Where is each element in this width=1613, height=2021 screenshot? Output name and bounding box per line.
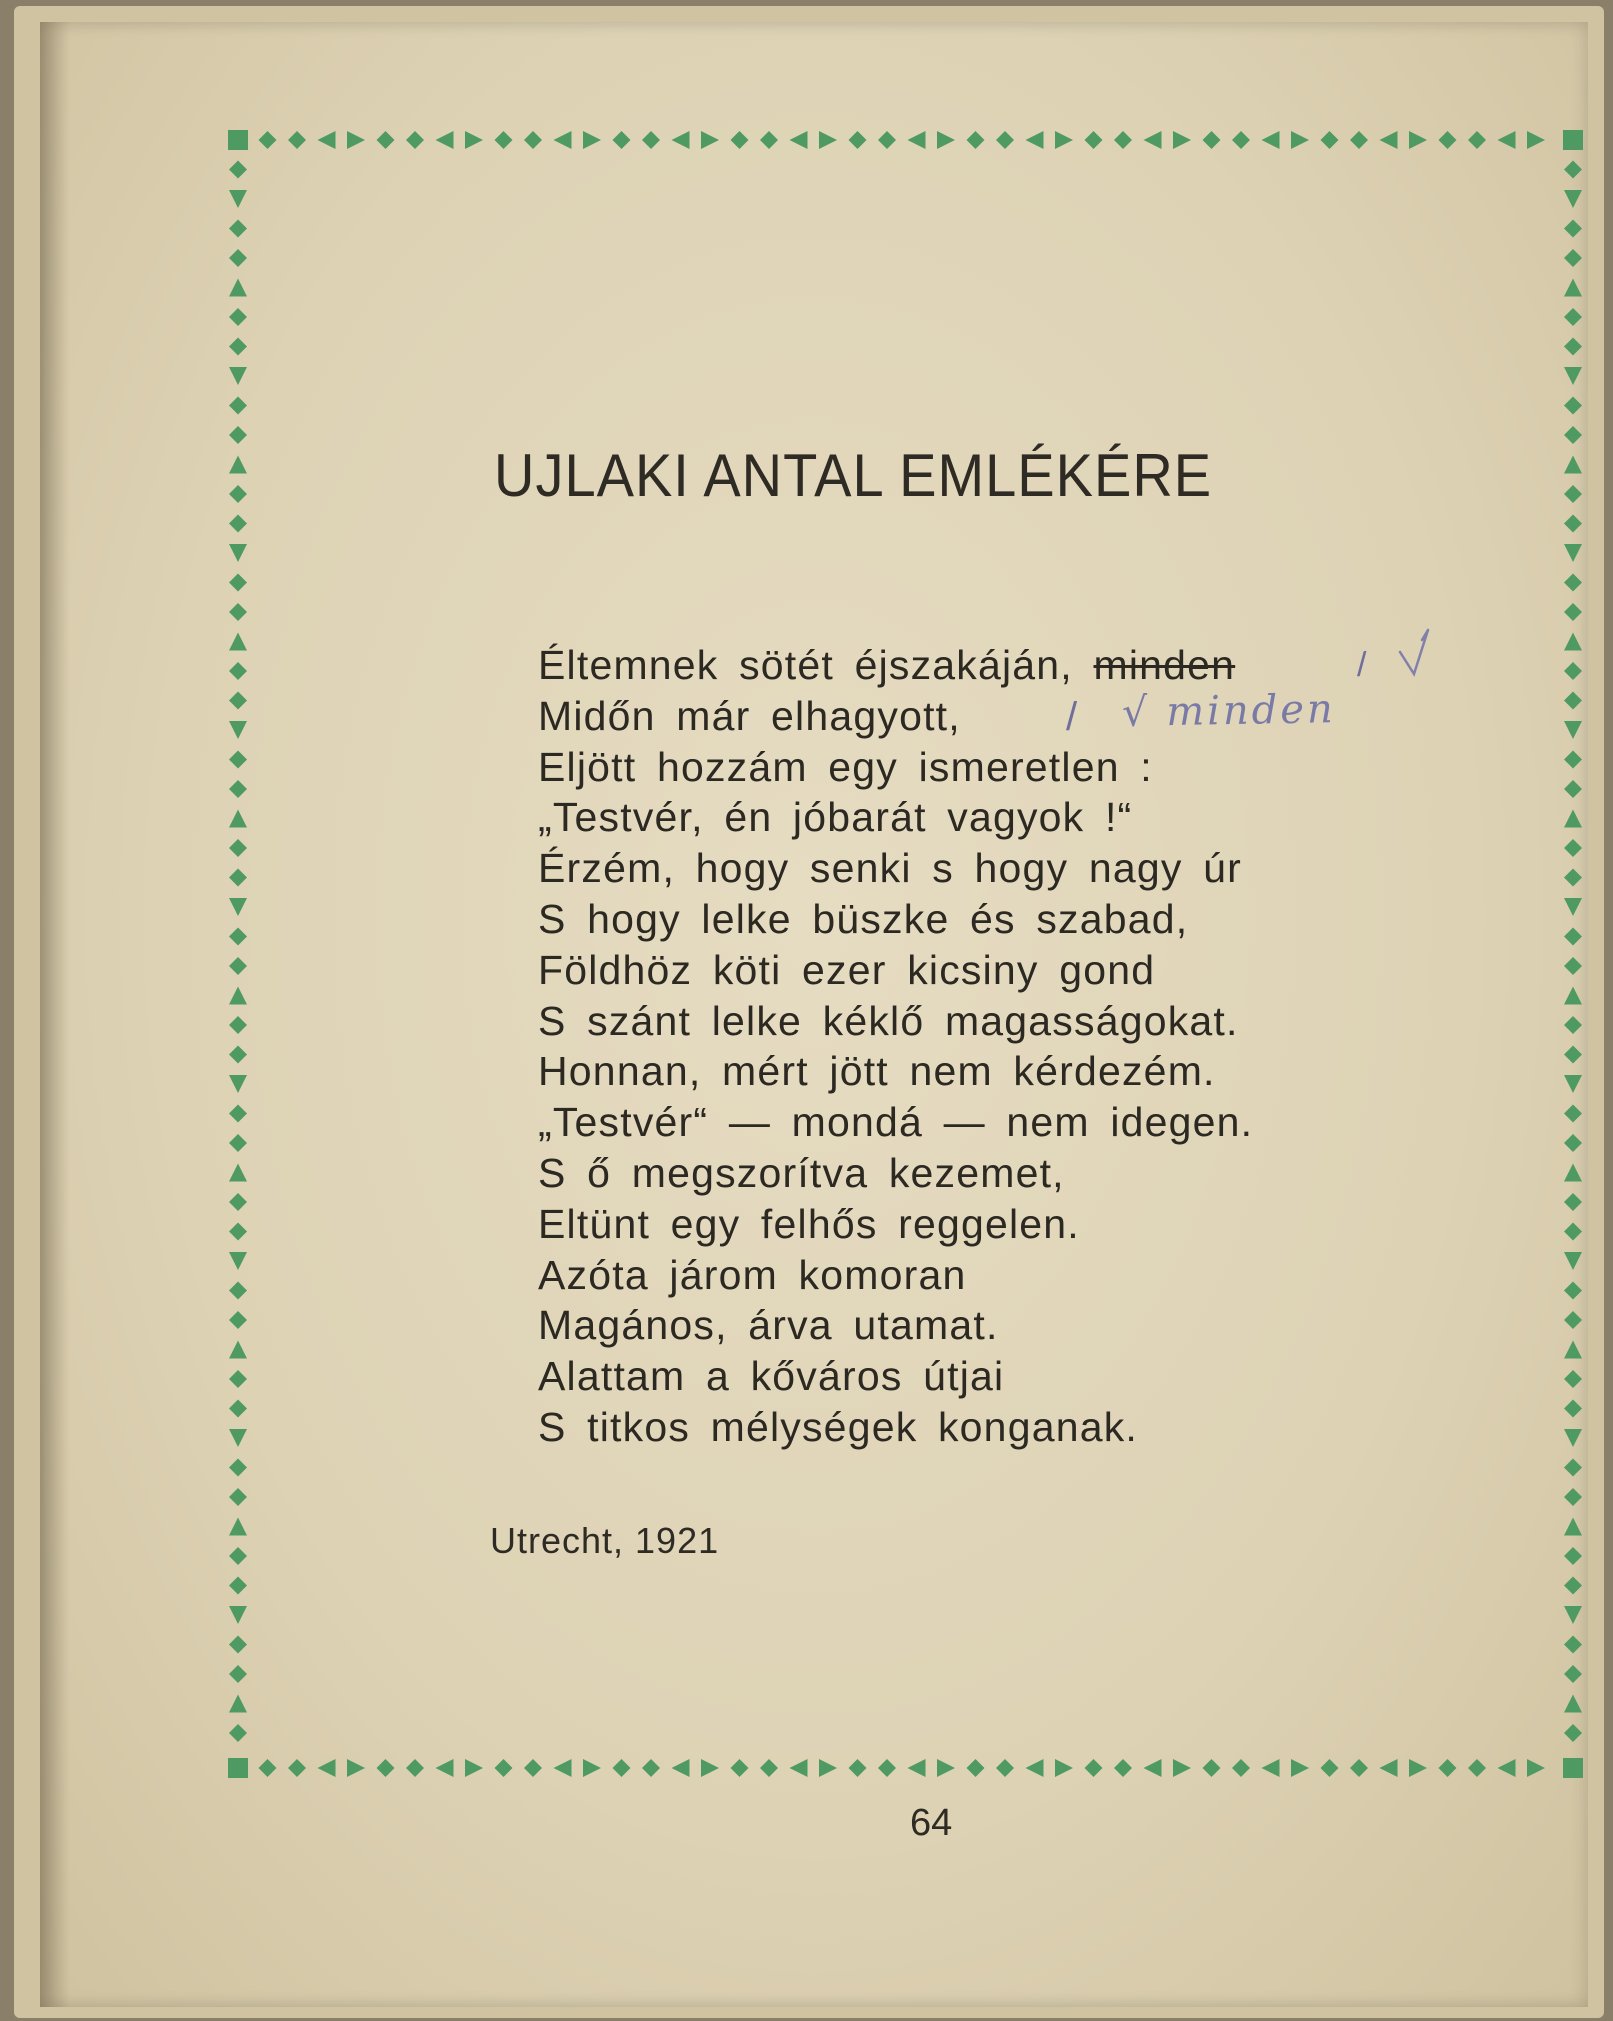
border-diamond [229,338,247,356]
border-diamond [1564,662,1582,680]
border-triangle [1564,279,1582,297]
border-diamond [1468,131,1486,149]
border-diamond [524,131,542,149]
border-diamond [1564,397,1582,415]
border-diamond [259,1759,277,1777]
border-corner-square [1563,1758,1583,1778]
border-diamond [229,1105,247,1123]
border-diamond [967,131,985,149]
border-triangle [1026,131,1044,149]
border-triangle [1144,131,1162,149]
border-triangle [229,810,247,828]
poem-line: S ő megszorítva kezemet, [538,1149,1065,1196]
border-triangle [229,1075,247,1093]
border-diamond [229,1134,247,1152]
border-diamond [731,131,749,149]
border-diamond [1564,1282,1582,1300]
border-diamond [731,1759,749,1777]
border-diamond [1564,1046,1582,1064]
border-diamond [229,1547,247,1565]
border-diamond [229,1400,247,1418]
border-triangle [1409,1759,1427,1777]
border-triangle [1291,1759,1309,1777]
border-diamond [1114,1759,1132,1777]
border-triangle [819,1759,837,1777]
border-diamond [1564,1400,1582,1418]
border-diamond [229,220,247,238]
border-diamond [1350,1759,1368,1777]
border-triangle [229,987,247,1005]
pencil-slash-mark: / [1357,646,1367,684]
poem-line: Éltemnek sötét éjszakáján, minden [538,642,1236,688]
border-triangle [347,131,365,149]
border-triangle [436,1759,454,1777]
border-diamond [1564,692,1582,710]
border-diamond [524,1759,542,1777]
border-triangle [1564,810,1582,828]
border-triangle [229,1164,247,1182]
border-triangle [229,367,247,385]
border-diamond [1350,131,1368,149]
poem-line: S hogy lelke büszke és szabad, [538,895,1189,942]
border-triangle [1291,131,1309,149]
place-and-date: Utrecht, 1921 [490,1520,720,1561]
border-diamond [1321,1759,1339,1777]
border-diamond [406,1759,424,1777]
border-diamond [229,839,247,857]
border-diamond [613,131,631,149]
border-triangle [229,1695,247,1713]
border-diamond [1564,780,1582,798]
border-triangle [1409,131,1427,149]
border-diamond [229,1311,247,1329]
border-diamond [849,131,867,149]
pencil-delete-mark-icon [1392,622,1452,682]
border-diamond [760,131,778,149]
border-diamond [406,131,424,149]
border-triangle [229,1429,247,1447]
border-triangle [908,1759,926,1777]
border-triangle [347,1759,365,1777]
border-diamond [1564,1577,1582,1595]
border-triangle [1380,131,1398,149]
border-diamond [288,131,306,149]
border-diamond [642,1759,660,1777]
border-diamond [1468,1759,1486,1777]
border-diamond [377,131,395,149]
border-diamond [377,1759,395,1777]
border-diamond [1439,1759,1457,1777]
border-diamond [229,397,247,415]
border-diamond [1564,839,1582,857]
border-triangle [229,544,247,562]
border-diamond [495,1759,513,1777]
border-diamond [229,869,247,887]
border-diamond [613,1759,631,1777]
border-diamond [229,662,247,680]
border-diamond [1439,131,1457,149]
poem-line: Eltünt egy felhős reggelen. [538,1200,1080,1247]
border-triangle [465,131,483,149]
border-triangle [1564,1252,1582,1270]
border-triangle [1262,1759,1280,1777]
border-diamond [1203,131,1221,149]
border-diamond [1564,603,1582,621]
border-diamond [878,1759,896,1777]
border-triangle [1173,131,1191,149]
border-diamond [229,1223,247,1241]
pencil-slash-mark: / [1066,695,1078,739]
border-diamond [878,131,896,149]
border-diamond [495,131,513,149]
border-triangle [1173,1759,1191,1777]
border-triangle [229,898,247,916]
border-triangle [701,1759,719,1777]
border-triangle [1564,898,1582,916]
border-diamond [1564,308,1582,326]
border-diamond [967,1759,985,1777]
border-triangle [1564,633,1582,651]
border-triangle [229,1252,247,1270]
border-triangle [1564,1695,1582,1713]
border-diamond [1564,1665,1582,1683]
border-diamond [229,308,247,326]
border-diamond [1564,161,1582,179]
border-triangle [318,1759,336,1777]
handwritten-annotation: √ minden [1121,686,1337,736]
border-triangle [1055,131,1073,149]
border-triangle [229,279,247,297]
border-diamond [1085,1759,1103,1777]
border-diamond [1564,338,1582,356]
border-diamond [229,780,247,798]
border-diamond [996,131,1014,149]
border-triangle [1144,1759,1162,1777]
border-diamond [1564,1311,1582,1329]
border-triangle [819,131,837,149]
border-diamond [996,1759,1014,1777]
border-triangle [1527,131,1545,149]
border-diamond [1564,426,1582,444]
border-diamond [1564,1459,1582,1477]
border-diamond [1564,1105,1582,1123]
border-triangle [1026,1759,1044,1777]
border-triangle [229,721,247,739]
border-diamond [259,131,277,149]
border-diamond [1564,1636,1582,1654]
border-diamond [229,1488,247,1506]
poem-line: S szánt lelke kéklő magasságokat. [538,997,1239,1044]
border-diamond [229,957,247,975]
border-diamond [1564,515,1582,533]
border-diamond [1564,1724,1582,1742]
border-triangle [229,1341,247,1359]
border-triangle [465,1759,483,1777]
border-triangle [229,1518,247,1536]
border-diamond [1564,869,1582,887]
border-corner-square [1563,130,1583,150]
border-diamond [1564,249,1582,267]
border-diamond [229,1046,247,1064]
border-diamond [849,1759,867,1777]
border-diamond [642,131,660,149]
border-triangle [1564,987,1582,1005]
border-diamond [229,1724,247,1742]
border-diamond [1114,131,1132,149]
border-diamond [1232,131,1250,149]
border-diamond [760,1759,778,1777]
border-triangle [583,1759,601,1777]
border-triangle [229,456,247,474]
border-triangle [672,131,690,149]
border-triangle [229,1606,247,1624]
border-diamond [229,1282,247,1300]
border-diamond [1564,751,1582,769]
border-triangle [1564,1518,1582,1536]
border-triangle [908,131,926,149]
border-diamond [229,928,247,946]
border-diamond [1564,1016,1582,1034]
border-triangle [937,131,955,149]
page-number: 64 [910,1802,953,1844]
border-triangle [554,1759,572,1777]
border-corner-square [228,130,248,150]
poem-line: Eljött hozzám egy ismeretlen : [538,743,1153,790]
border-triangle [1564,544,1582,562]
poem-line: Érzém, hogy senki s hogy nagy úr [538,845,1242,892]
poem-line: „Testvér, én jóbarát vagyok !“ [538,794,1133,841]
border-corner-square [228,1758,248,1778]
border-diamond [1203,1759,1221,1777]
border-triangle [790,1759,808,1777]
border-diamond [229,692,247,710]
border-triangle [1527,1759,1545,1777]
border-triangle [1564,1429,1582,1447]
border-triangle [229,633,247,651]
border-diamond [229,1459,247,1477]
poem-line: Földhöz köti ezer kicsiny gond [538,946,1156,993]
border-diamond [229,161,247,179]
border-diamond [1564,1223,1582,1241]
border-diamond [1564,1193,1582,1211]
struck-word: minden [1093,642,1236,688]
border-diamond [1564,1547,1582,1565]
border-diamond [229,1016,247,1034]
border-triangle [229,190,247,208]
poem-title: UJLAKI ANTAL EMLÉKÉRE [494,441,1213,510]
border-diamond [229,1577,247,1595]
border-diamond [229,485,247,503]
border-triangle [1564,1606,1582,1624]
border-diamond [229,574,247,592]
border-diamond [229,1665,247,1683]
border-diamond [229,603,247,621]
border-triangle [790,131,808,149]
border-triangle [1564,456,1582,474]
border-diamond [1564,1370,1582,1388]
border-diamond [1321,131,1339,149]
border-triangle [318,131,336,149]
border-triangle [1564,190,1582,208]
border-diamond [1085,131,1103,149]
border-triangle [672,1759,690,1777]
border-diamond [229,751,247,769]
poem-line: Azóta járom komoran [538,1251,967,1298]
border-diamond [1564,1488,1582,1506]
border-triangle [1564,1341,1582,1359]
border-diamond [1564,220,1582,238]
border-triangle [937,1759,955,1777]
border-triangle [1564,367,1582,385]
border-diamond [1564,928,1582,946]
border-triangle [1055,1759,1073,1777]
border-triangle [1262,131,1280,149]
border-diamond [229,426,247,444]
border-triangle [1498,1759,1516,1777]
border-triangle [1380,1759,1398,1777]
border-diamond [229,249,247,267]
poem-line: Midőn már elhagyott, [538,692,961,739]
border-diamond [1232,1759,1250,1777]
border-diamond [229,1370,247,1388]
border-diamond [288,1759,306,1777]
border-diamond [1564,485,1582,503]
border-triangle [1564,1075,1582,1093]
border-diamond [229,1636,247,1654]
border-triangle [1564,721,1582,739]
border-triangle [554,131,572,149]
border-triangle [436,131,454,149]
border-triangle [701,131,719,149]
border-triangle [1564,1164,1582,1182]
poem-line: Honnan, mért jött nem kérdezém. [538,1048,1216,1095]
poem-text [538,640,1253,1453]
border-diamond [1564,957,1582,975]
poem-line: Alattam a kőváros útjai [538,1353,1005,1400]
poem-line: „Testvér“ — mondá — nem idegen. [538,1099,1254,1146]
border-diamond [1564,1134,1582,1152]
border-triangle [583,131,601,149]
poem-line: Magános, árva utamat. [538,1302,999,1349]
border-triangle [1498,131,1516,149]
border-diamond [229,515,247,533]
border-diamond [229,1193,247,1211]
poem-line: S titkos mélységek konganak. [538,1403,1138,1450]
border-diamond [1564,574,1582,592]
